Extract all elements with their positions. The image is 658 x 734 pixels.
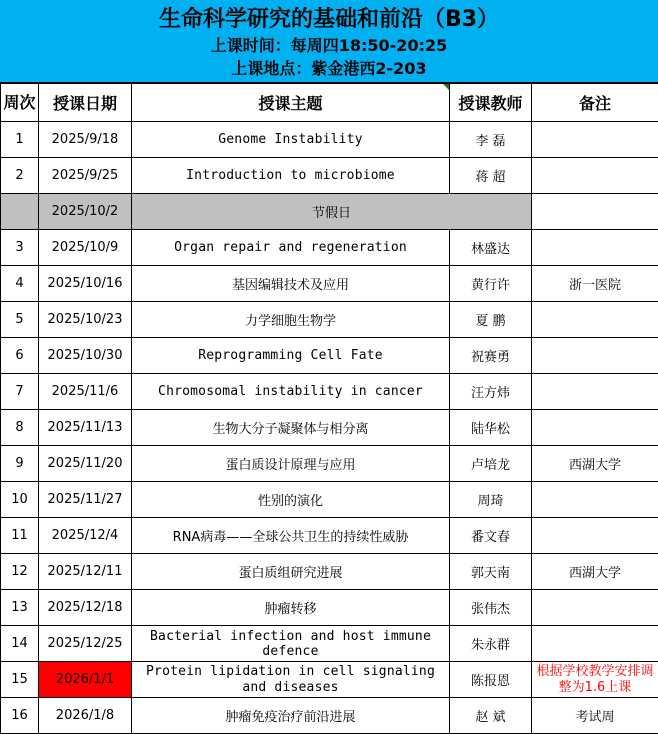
table-row bbox=[1, 230, 658, 266]
topic-cell: 蛋白质设计原理与应用 bbox=[132, 446, 450, 482]
note-cell bbox=[532, 374, 658, 410]
note-cell bbox=[532, 518, 658, 554]
note-cell bbox=[532, 302, 658, 338]
page-title: 生命科学研究的基础和前沿（B3） bbox=[158, 7, 500, 32]
note-cell bbox=[532, 482, 658, 518]
date-cell: 2025/9/18 bbox=[39, 122, 132, 158]
teacher-cell: 郭天南 bbox=[450, 554, 532, 590]
class-time: 上课时间：每周四18:50-20:25 bbox=[210, 36, 448, 55]
topic-cell: Genome Instability bbox=[132, 122, 450, 158]
note-cell: 西湖大学 bbox=[532, 446, 658, 482]
schedule-table bbox=[0, 83, 658, 734]
table-row bbox=[1, 446, 658, 482]
note-cell: 浙一医院 bbox=[532, 266, 658, 302]
date-cell: 2025/10/16 bbox=[39, 266, 132, 302]
topic-cell: 肿瘤免疫治疗前沿进展 bbox=[132, 698, 450, 734]
week-cell: 4 bbox=[1, 266, 39, 302]
topic-cell: Reprogramming Cell Fate bbox=[132, 338, 450, 374]
week-cell: 2 bbox=[1, 158, 39, 194]
table-row bbox=[1, 302, 658, 338]
teacher-cell: 周琦 bbox=[450, 482, 532, 518]
table-row bbox=[1, 266, 658, 302]
note-cell: 考试周 bbox=[532, 698, 658, 734]
table-row bbox=[1, 590, 658, 626]
table-row bbox=[1, 626, 658, 662]
date-cell: 2026/1/8 bbox=[39, 698, 132, 734]
teacher-cell: 林盛达 bbox=[450, 230, 532, 266]
week-cell: 1 bbox=[1, 122, 39, 158]
col-header-date: 授课日期 bbox=[39, 84, 132, 122]
teacher-cell: 番文春 bbox=[450, 518, 532, 554]
class-location: 上课地点：紫金港西2-203 bbox=[231, 59, 427, 78]
topic-cell: 生物大分子凝聚体与相分离 bbox=[132, 410, 450, 446]
teacher-cell: 卢培龙 bbox=[450, 446, 532, 482]
date-cell: 2025/11/27 bbox=[39, 482, 132, 518]
table-row bbox=[1, 518, 658, 554]
week-cell bbox=[1, 194, 39, 230]
topic-cell: 力学细胞生物学 bbox=[132, 302, 450, 338]
date-cell: 2025/10/9 bbox=[39, 230, 132, 266]
topic-cell: 基因编辑技术及应用 bbox=[132, 266, 450, 302]
week-cell: 6 bbox=[1, 338, 39, 374]
teacher-cell: 陆华松 bbox=[450, 410, 532, 446]
teacher-cell: 赵 斌 bbox=[450, 698, 532, 734]
teacher-cell: 陈报恩 bbox=[450, 662, 532, 698]
topic-cell: Protein lipidation in cell signaling and diseases bbox=[132, 662, 450, 698]
date-cell: 2025/10/2 bbox=[39, 194, 132, 230]
week-cell: 3 bbox=[1, 230, 39, 266]
table-row bbox=[1, 554, 658, 590]
teacher-cell: 祝赛勇 bbox=[450, 338, 532, 374]
week-cell: 12 bbox=[1, 554, 39, 590]
table-row bbox=[1, 482, 658, 518]
topic-cell: 肿瘤转移 bbox=[132, 590, 450, 626]
note-cell bbox=[532, 590, 658, 626]
topic-cell: Chromosomal instability in cancer bbox=[132, 374, 450, 410]
note-cell bbox=[532, 122, 658, 158]
teacher-cell: 蒋 超 bbox=[450, 158, 532, 194]
note-cell bbox=[532, 626, 658, 662]
table-row bbox=[1, 374, 658, 410]
col-header-note: 备注 bbox=[532, 84, 658, 122]
week-cell: 16 bbox=[1, 698, 39, 734]
topic-cell: 性别的演化 bbox=[132, 482, 450, 518]
date-cell: 2025/10/23 bbox=[39, 302, 132, 338]
note-cell-rescheduled: 根据学校教学安排调整为1.6上课 bbox=[532, 662, 658, 698]
col-header-week: 周次 bbox=[1, 84, 39, 122]
date-cell: 2025/12/11 bbox=[39, 554, 132, 590]
date-cell: 2025/12/4 bbox=[39, 518, 132, 554]
table-row bbox=[1, 698, 658, 734]
header-row bbox=[1, 84, 658, 122]
table-row bbox=[1, 410, 658, 446]
col-header-teacher: 授课教师 bbox=[450, 84, 532, 122]
date-cell: 2025/10/30 bbox=[39, 338, 132, 374]
topic-cell: 蛋白质组研究进展 bbox=[132, 554, 450, 590]
topic-cell: Organ repair and regeneration bbox=[132, 230, 450, 266]
col-header-topic: 授课主题 bbox=[132, 84, 450, 122]
topic-cell: Bacterial infection and host immune defence bbox=[132, 626, 450, 662]
note-cell bbox=[532, 194, 658, 230]
holiday-row bbox=[1, 194, 658, 230]
topic-cell: Introduction to microbiome bbox=[132, 158, 450, 194]
teacher-cell: 夏 鹏 bbox=[450, 302, 532, 338]
week-cell: 14 bbox=[1, 626, 39, 662]
note-cell bbox=[532, 230, 658, 266]
week-cell: 15 bbox=[1, 662, 39, 698]
date-cell: 2025/11/20 bbox=[39, 446, 132, 482]
week-cell: 13 bbox=[1, 590, 39, 626]
table-row bbox=[1, 662, 658, 698]
week-cell: 8 bbox=[1, 410, 39, 446]
note-cell bbox=[532, 158, 658, 194]
week-cell: 11 bbox=[1, 518, 39, 554]
week-cell: 9 bbox=[1, 446, 39, 482]
teacher-cell: 朱永群 bbox=[450, 626, 532, 662]
week-cell: 7 bbox=[1, 374, 39, 410]
date-cell: 2025/12/18 bbox=[39, 590, 132, 626]
note-cell bbox=[532, 338, 658, 374]
date-cell: 2025/11/13 bbox=[39, 410, 132, 446]
week-cell: 10 bbox=[1, 482, 39, 518]
table-row bbox=[1, 338, 658, 374]
table-row bbox=[1, 122, 658, 158]
date-cell: 2025/12/25 bbox=[39, 626, 132, 662]
header-banner bbox=[0, 0, 658, 83]
teacher-cell: 张伟杰 bbox=[450, 590, 532, 626]
topic-cell: RNA病毒——全球公共卫生的持续性威胁 bbox=[132, 518, 450, 554]
table-row bbox=[1, 158, 658, 194]
note-cell bbox=[532, 410, 658, 446]
holiday-label: 节假日 bbox=[132, 194, 532, 230]
note-cell: 西湖大学 bbox=[532, 554, 658, 590]
teacher-cell: 李 磊 bbox=[450, 122, 532, 158]
date-cell: 2025/11/6 bbox=[39, 374, 132, 410]
date-cell: 2025/9/25 bbox=[39, 158, 132, 194]
week-cell: 5 bbox=[1, 302, 39, 338]
teacher-cell: 黄行许 bbox=[450, 266, 532, 302]
date-cell-highlighted: 2026/1/1 bbox=[39, 662, 132, 698]
teacher-cell: 汪方炜 bbox=[450, 374, 532, 410]
